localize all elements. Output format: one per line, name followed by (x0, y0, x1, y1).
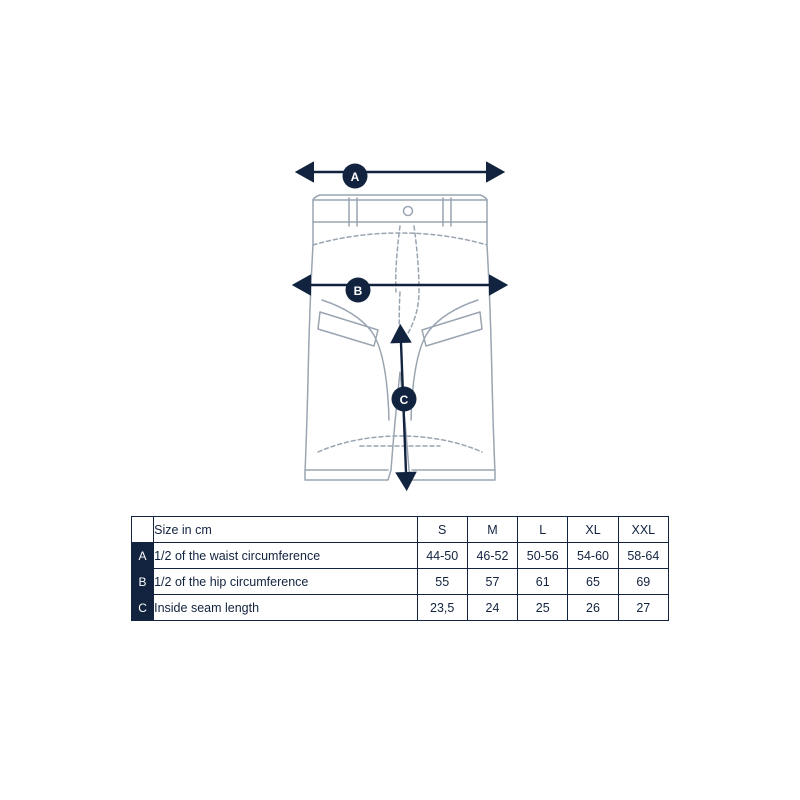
row-c-value-s: 23,5 (417, 595, 467, 621)
marker-label-b: B (353, 284, 363, 298)
shorts-outline (305, 195, 495, 480)
table-header-size-xl: XL (568, 517, 618, 543)
table-header-size-m: M (467, 517, 517, 543)
table-row (132, 595, 669, 621)
marker-label-c: C (399, 393, 409, 407)
row-c-value-xl: 26 (568, 595, 618, 621)
row-c-value-xxl: 27 (618, 595, 668, 621)
row-description-a: 1/2 of the waist circumference (154, 543, 417, 569)
row-b-value-xl: 65 (568, 569, 618, 595)
row-a-value-l: 50-56 (518, 543, 568, 569)
row-c-value-l: 25 (518, 595, 568, 621)
row-a-value-xl: 54-60 (568, 543, 618, 569)
marker-label-a: A (350, 170, 360, 184)
size-measurement-table (131, 516, 669, 621)
table-header-key (132, 517, 154, 543)
table-header-size-xxl: XXL (618, 517, 668, 543)
table-row (132, 543, 669, 569)
row-key-b: B (132, 569, 154, 595)
row-description-b: 1/2 of the hip circumference (154, 569, 417, 595)
row-c-value-m: 24 (467, 595, 517, 621)
table-header-row (132, 517, 669, 543)
row-a-value-m: 46-52 (467, 543, 517, 569)
table-header-description: Size in cm (154, 517, 417, 543)
table-header-size-s: S (417, 517, 467, 543)
row-b-value-l: 61 (518, 569, 568, 595)
row-b-value-s: 55 (417, 569, 467, 595)
row-key-c: C (132, 595, 154, 621)
row-key-a: A (132, 543, 154, 569)
row-b-value-m: 57 (467, 569, 517, 595)
row-description-c: Inside seam length (154, 595, 417, 621)
row-b-value-xxl: 69 (618, 569, 668, 595)
row-a-value-s: 44-50 (417, 543, 467, 569)
measure-arrow-c (392, 343, 417, 472)
measure-arrow-a (314, 164, 486, 189)
row-a-value-xxl: 58-64 (618, 543, 668, 569)
table-row (132, 569, 669, 595)
table-header-size-l: L (518, 517, 568, 543)
